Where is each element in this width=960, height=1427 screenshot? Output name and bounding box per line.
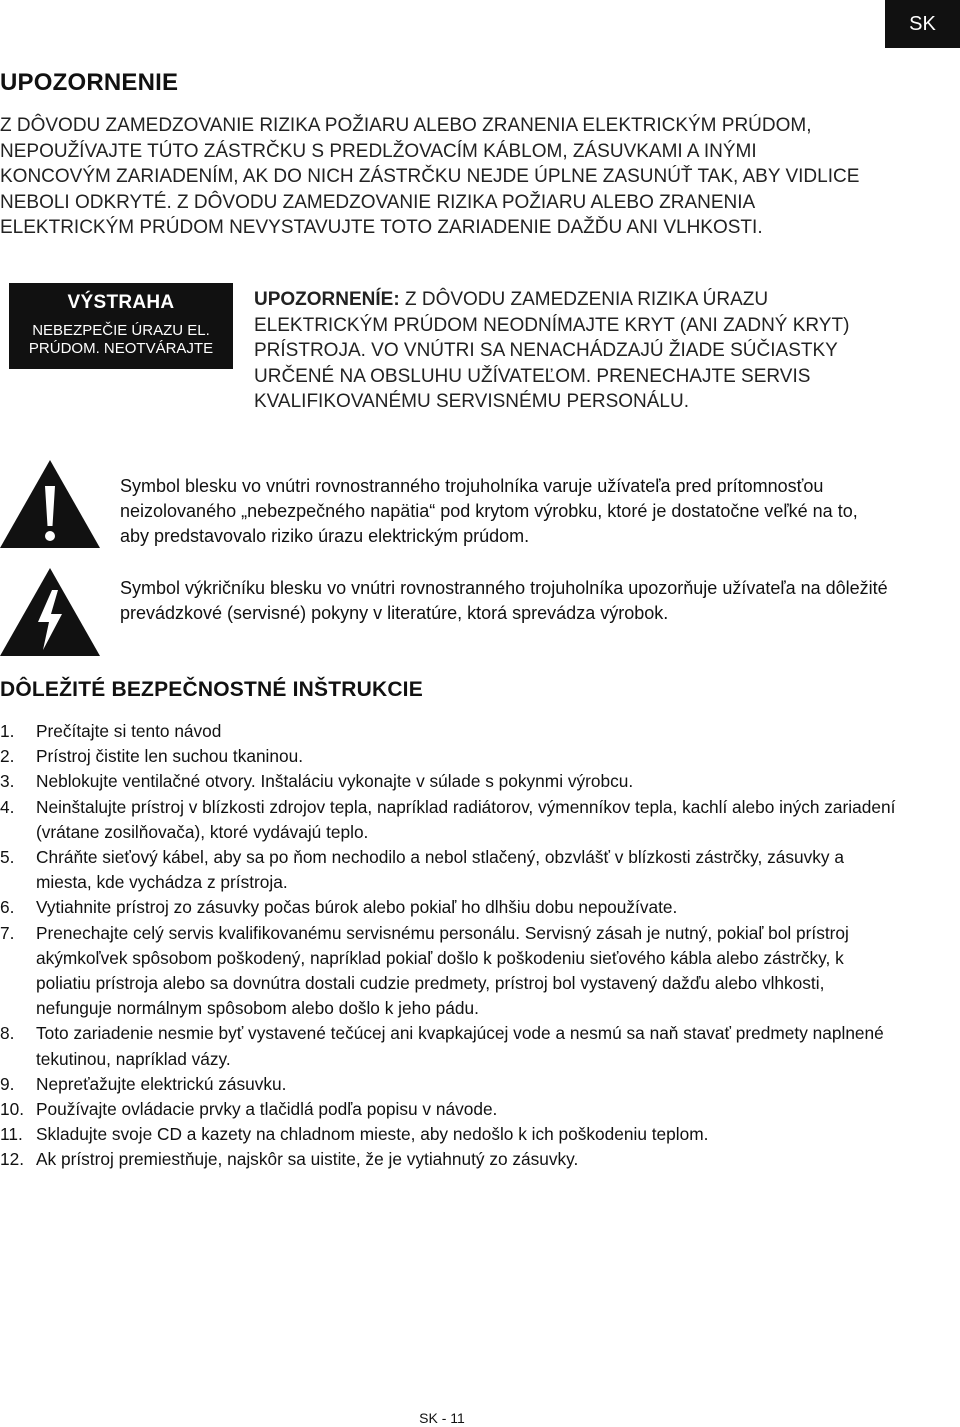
item-text: Nepreťažujte elektrickú zásuvku. (36, 1073, 287, 1094)
item-text: Ak prístroj premiestňuje, najskôr sa uistite, že je vytiahnutý zo zásuvky. (36, 1149, 579, 1170)
item-text: Vytiahnite prístroj zo zásuvky počas búrok alebo pokiaľ ho dlhšiu dobu nepoužívate. (36, 897, 678, 918)
item-number: 3. (0, 771, 15, 792)
safety-heading: DÔLEŽITÉ BEZPEČNOSTNÉ INŠTRUKCIE (0, 678, 423, 701)
language-tab: SK (885, 0, 960, 48)
item-text: Používajte ovládacie prvky a tlačidlá podľa popisu v návode. (36, 1099, 498, 1120)
item-number: 7. (0, 922, 15, 943)
caution-notice-text: Z DÔVODU ZAMEDZENIA RIZIKA ÚRAZU ELEKTRICKÝM PRÚDOM NEODNÍMAJTE KRYT (ANI ZADNÝ KRYT) PRÍSTROJA. VO VNÚTRI SA NENACHÁDZAJÚ ŽIADE SÚČIASTKY URČENÉ NA OBSLUHU UŽÍVATEĽOM. PRENECHAJTE SERVIS KVALIFIKOVANÉMU SERVISNÉMU PERSONÁLU. (254, 289, 850, 412)
warning-paragraph: Z DÔVODU ZAMEDZOVANIE RIZIKA POŽIARU ALEBO ZRANENIA ELEKTRICKÝM PRÚDOM, NEPOUŽÍVAJTE TÚTO ZÁSTRČKU S PREDLŽOVACÍM KÁBLOM, ZÁSUVKAMI A INÝMI KONCOVÝM ZARIADENÍM, AK DO NICH ZÁSTRČKU NEJDE ÚPLNE ZASUNÚŤ TAK, ABY VIDLICE NEBOLI ODKRYTÉ. Z DÔVODU ZAMEDZOVANIE RIZIKA POŽIARU ALEBO ZRANENIA ELEKTRICKÝM PRÚDOM NEVYSTAVUJTE TOTO ZARIADENIE DAŽĎU ANI VLHKOSTI. (0, 115, 860, 238)
item-text: Skladujte svoje CD a kazety na chladnom mieste, aby nedošlo k ich poškodeniu teplom. (36, 1124, 709, 1145)
list-item (0, 1122, 900, 1147)
item-text: Prečítajte si tento návod (36, 721, 222, 741)
item-number: 6. (0, 897, 15, 918)
item-number: 10. (0, 1099, 25, 1120)
item-number: 9. (0, 1073, 15, 1094)
instruction-list (0, 719, 900, 1173)
item-text: Prístroj čistite len suchou tkaninou. (36, 746, 304, 767)
caution-label-box (9, 283, 233, 369)
lightning-triangle-icon (0, 568, 100, 656)
item-number: 2. (0, 746, 15, 767)
item-number: 11. (0, 1124, 23, 1145)
symbol-description: Symbol blesku vo vnútri rovnostranného trojuholníka varuje užívateľa pred prítomnosťou neizolovaného „nebezpečného napätia“ pod krytom výrobku, ktoré je dostatočne veľké na to, aby predstavovalo riziko úrazu elektrickým prúdom. (120, 476, 858, 546)
list-item (0, 1097, 900, 1122)
item-number: 8. (0, 1023, 15, 1044)
list-item (0, 795, 900, 845)
list-item (0, 895, 900, 920)
caution-notice (254, 287, 864, 415)
item-text: Prenechajte celý servis kvalifikovanému servisnému personálu. Servisný zásah je nutný, pokiaľ bol prístroj akýmkoľvek spôsobom poškodený, napríklad pokiaľ došlo k poškodeniu sieťového kábla alebo zástrčky, k poliatiu prístroja alebo sa dovnútra dostali cudzie predmety, prístroj bol vystavený dažďu alebo vlhkosti, nefunguje normálnym spôsobom alebo došlo k jeho pádu. (36, 922, 849, 1019)
item-text: Neblokujte ventilačné otvory. Inštaláciu vykonajte v súlade s pokynmi výrobcu. (36, 771, 634, 792)
list-item (0, 921, 900, 1022)
item-number: 12. (0, 1149, 25, 1170)
exclamation-triangle-icon (0, 460, 100, 548)
list-item (0, 1072, 900, 1097)
item-text: Chráňte sieťový kábel, aby sa po ňom nechodilo a nebol stlačený, obzvlášť v blízkosti zástrčky, zásuvky a miesta, kde vychádza z prístroja. (36, 847, 844, 893)
page-heading: UPOZORNENIE (0, 69, 179, 96)
list-item (0, 744, 900, 769)
list-item (0, 719, 900, 744)
caution-notice-label: UPOZORNENÍE: (254, 289, 400, 310)
page-number: SK - 11 (419, 1410, 465, 1426)
list-item (0, 845, 900, 895)
symbol-description: Symbol výkričníku blesku vo vnútri rovnostranného trojuholníka upozorňuje užívateľa na dôležité prevádzkové (servisné) pokyny v literatúre, ktorá sprevádza výrobok. (120, 578, 888, 623)
item-number: 4. (0, 796, 15, 817)
caution-label-text: NEBEZPEČIE ÚRAZU EL. PRÚDOM. NEOTVÁRAJTE (28, 322, 214, 357)
caution-label-title: VÝSTRAHA (67, 292, 175, 313)
list-item (0, 1147, 900, 1172)
item-number: 5. (0, 847, 15, 868)
item-text: Neinštalujte prístroj v blízkosti zdrojov tepla, napríklad radiátorov, výmenníkov tepla, kachlí alebo iných zariadení (vrátane zosilňovača), ktoré vydávajú teplo. (36, 796, 896, 842)
list-item (0, 1021, 900, 1071)
item-number: 1. (0, 721, 15, 741)
item-text: Toto zariadenie nesmie byť vystavené tečúcej ani kvapkajúcej vode a nesmú sa naň stavať predmety naplnené tekutinou, napríklad vázy. (36, 1023, 884, 1069)
list-item (0, 769, 900, 794)
